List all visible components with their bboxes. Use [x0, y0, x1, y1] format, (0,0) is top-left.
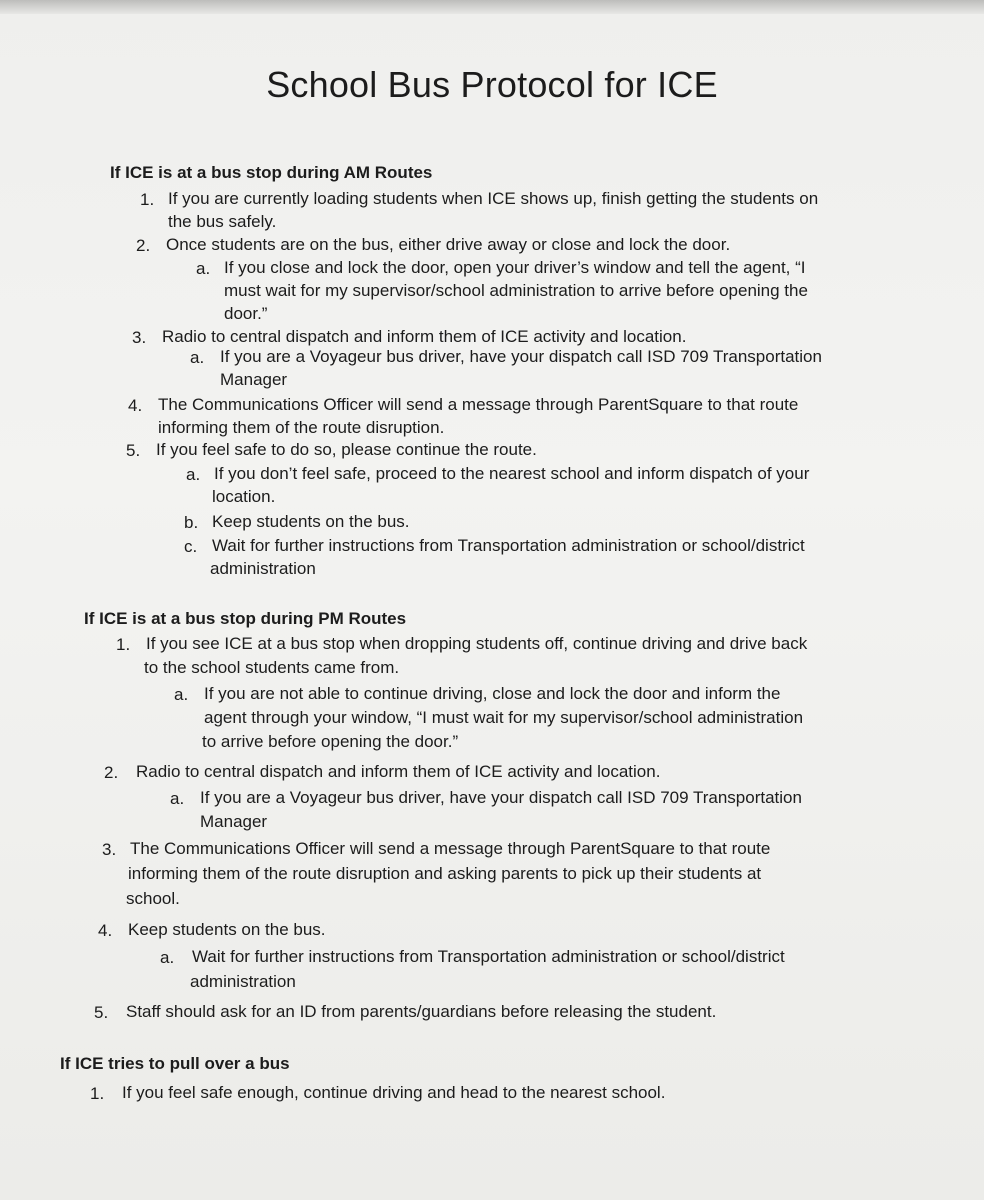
- am-item-1-line-1: If you are currently loading students when ICE shows up, finish getting the students on: [168, 189, 819, 208]
- am-item-2-number: 2.: [136, 236, 151, 255]
- pm-item-5-number: 5.: [94, 1003, 109, 1022]
- am-item-2a-line-2: must wait for my supervisor/school administration to arrive before opening the: [224, 281, 808, 300]
- am-item-5a-line-2: location.: [212, 487, 276, 506]
- paper-top-edge: [0, 0, 984, 14]
- pm-item-4a-letter: a.: [160, 948, 175, 967]
- am-item-5c-letter: c.: [184, 537, 198, 556]
- am-item-5c-line-2: administration: [210, 559, 316, 578]
- am-item-5c-line-1: Wait for further instructions from Transportation administration or school/district: [212, 536, 805, 555]
- am-item-3a-letter: a.: [190, 348, 205, 367]
- am-item-5-number: 5.: [126, 441, 141, 460]
- pm-item-1a-line-2: agent through your window, “I must wait for my supervisor/school administration: [204, 708, 804, 727]
- am-item-1-number: 1.: [140, 190, 155, 209]
- pm-item-4-number: 4.: [98, 921, 113, 940]
- am-item-3-line-1: Radio to central dispatch and inform them of ICE activity and location.: [162, 327, 687, 346]
- am-item-5b-line-1: Keep students on the bus.: [212, 512, 410, 531]
- pm-item-2-number: 2.: [104, 763, 119, 782]
- pm-item-1-line-1: If you see ICE at a bus stop when dropping students off, continue driving and drive back: [146, 634, 808, 653]
- am-item-3a-line-1: If you are a Voyageur bus driver, have your dispatch call ISD 709 Transportation: [220, 347, 822, 366]
- pm-item-1a-letter: a.: [174, 685, 189, 704]
- am-item-4-line-1: The Communications Officer will send a message through ParentSquare to that route: [158, 395, 799, 414]
- pm-item-3-line-2: informing them of the route disruption and asking parents to pick up their students at: [128, 864, 762, 883]
- pm-item-2a-line-1: If you are a Voyageur bus driver, have your dispatch call ISD 709 Transportation: [200, 788, 802, 807]
- pm-item-3-line-3: school.: [126, 889, 180, 908]
- pm-item-4-line-1: Keep students on the bus.: [128, 920, 326, 939]
- pm-item-1-line-2: to the school students came from.: [144, 658, 400, 677]
- pull-over-item-1-line-1: If you feel safe enough, continue driving and head to the nearest school.: [122, 1083, 666, 1102]
- am-item-2a-letter: a.: [196, 259, 211, 278]
- am-item-1-line-2: the bus safely.: [168, 212, 277, 231]
- page-title: School Bus Protocol for ICE: [266, 64, 718, 105]
- pull-over-section-heading: If ICE tries to pull over a bus: [60, 1054, 290, 1073]
- am-item-2a-line-3: door.”: [224, 304, 268, 323]
- pm-item-2-line-1: Radio to central dispatch and inform them of ICE activity and location.: [136, 762, 661, 781]
- pm-item-5-line-1: Staff should ask for an ID from parents/guardians before releasing the student.: [126, 1002, 717, 1021]
- am-item-4-line-2: informing them of the route disruption.: [158, 418, 445, 437]
- am-item-2a-line-1: If you close and lock the door, open your driver’s window and tell the agent, “I: [224, 258, 806, 277]
- pm-section-heading: If ICE is at a bus stop during PM Routes: [84, 609, 407, 628]
- pull-over-item-1-number: 1.: [90, 1084, 105, 1103]
- am-section-heading: If ICE is at a bus stop during AM Routes: [110, 163, 433, 182]
- am-item-5-line-1: If you feel safe to do so, please continue the route.: [156, 440, 537, 459]
- pm-item-3-number: 3.: [102, 840, 117, 859]
- pm-item-4a-line-2: administration: [190, 972, 296, 991]
- am-item-5a-line-1: If you don’t feel safe, proceed to the nearest school and inform dispatch of your: [214, 464, 810, 483]
- am-item-2-line-1: Once students are on the bus, either drive away or close and lock the door.: [166, 235, 731, 254]
- am-item-4-number: 4.: [128, 396, 143, 415]
- pm-item-1a-line-3: to arrive before opening the door.”: [202, 732, 459, 751]
- pm-item-4a-line-1: Wait for further instructions from Transportation administration or school/district: [192, 947, 785, 966]
- pm-item-2a-line-2: Manager: [200, 812, 268, 831]
- am-item-3-number: 3.: [132, 328, 147, 347]
- pm-item-3-line-1: The Communications Officer will send a message through ParentSquare to that route: [130, 839, 771, 858]
- am-item-5a-letter: a.: [186, 465, 201, 484]
- pm-item-2a-letter: a.: [170, 789, 185, 808]
- pm-item-1-number: 1.: [116, 635, 131, 654]
- pm-item-1a-line-1: If you are not able to continue driving, close and lock the door and inform the: [204, 684, 781, 703]
- am-item-5b-letter: b.: [184, 513, 199, 532]
- am-item-3a-line-2: Manager: [220, 370, 288, 389]
